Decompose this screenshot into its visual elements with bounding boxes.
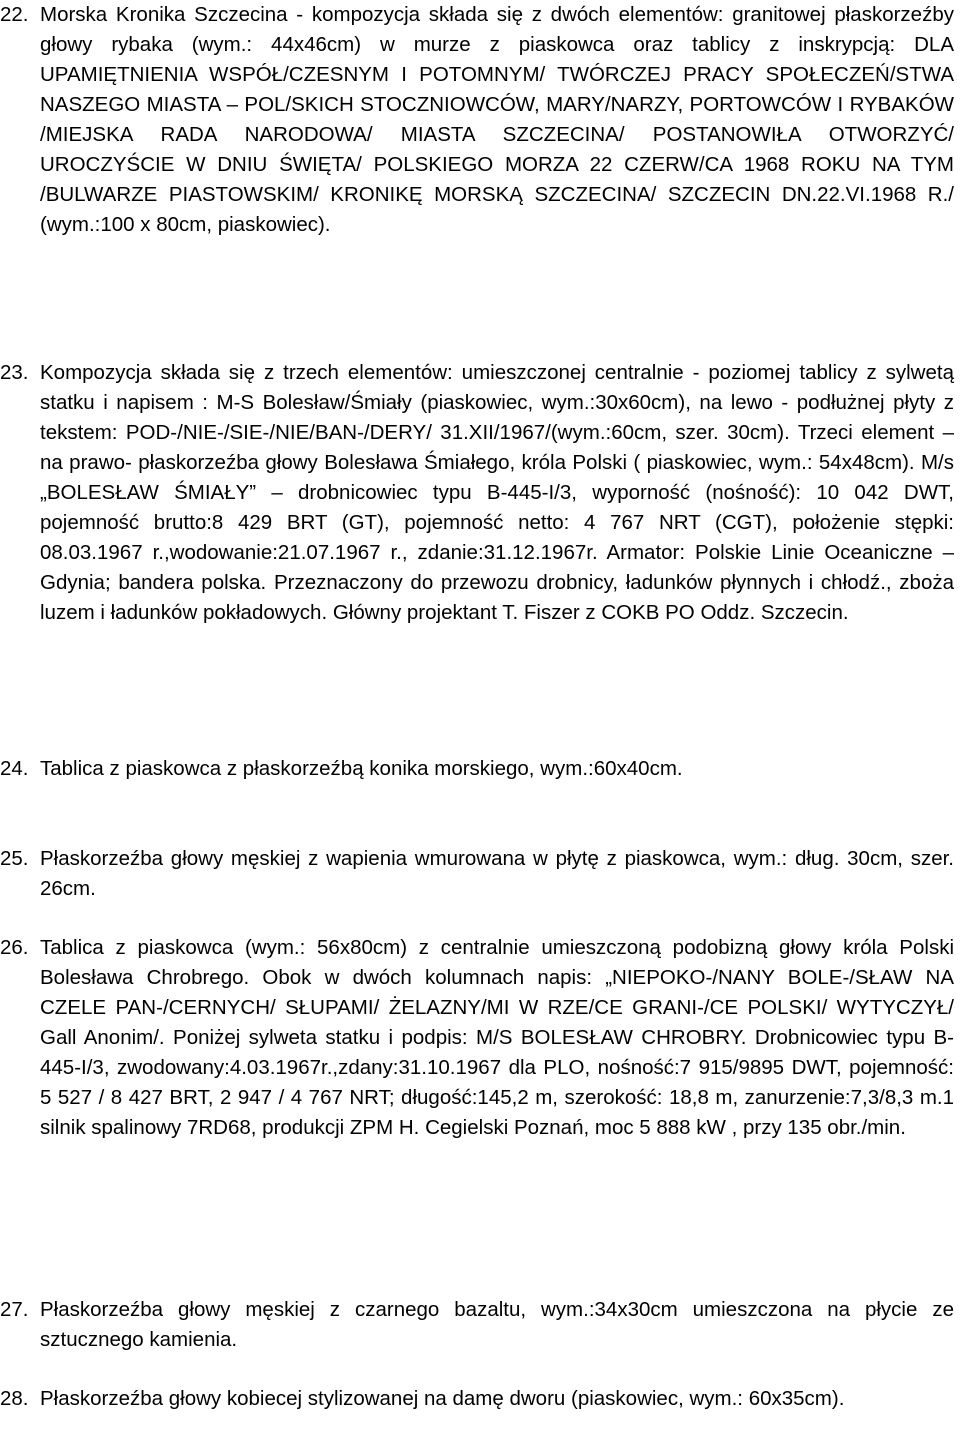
item-text: Tablica z piaskowca z płaskorzeźbą konika morskiego, wym.:60x40cm.: [40, 757, 683, 780]
item-text: Płaskorzeźba głowy męskiej z wapienia wmurowana w płytę z piaskowca, wym.: dług. 30cm, szer. 26cm.: [40, 847, 954, 900]
item-number: 25.: [0, 847, 29, 870]
item-text: Tablica z piaskowca (wym.: 56x80cm) z centralnie umieszczoną podobizną głowy króla Polski Bolesława Chrobrego. Obok w dwóch kolumnach napis: „NIEPOKO-/NANY BOLE-/SŁAW NA CZELE PAN-/CERNYCH/ SŁUPAMI/ ŻELAZNY/MI W RZE/CE GRANI-/CE POLSKI/ WYTYCZYŁ/ Gall Anonim/. Poniżej sylweta statku i podpis: M/S BOLESŁAW CHROBRY. Drobnicowiec typu B-445-I/3, zwodowany:4.03.1967r.,zdany:31.10.1967 dla PLO, nośność:7 915/9895 DWT, pojemność: 5 527 / 8 427 BRT, 2 947 / 4 767 NRT; długość:145,2 m, szerokość: 18,8 m, zanurzenie:7,3/8,3 m.1 silnik spalinowy 7RD68, produkcji ZPM H. Cegielski Poznań, moc 5 888 kW , przy 135 obr./min.: [40, 936, 954, 1139]
item-number: 28.: [0, 1387, 29, 1410]
item-text: Morska Kronika Szczecina - kompozycja składa się z dwóch elementów: granitowej płaskorzeźby głowy rybaka (wym.: 44x46cm) w murze z piaskowca oraz tablicy z inskrypcją: DLA UPAMIĘTNIENIA WSPÓŁ/CZESNYM I POTOMNYM/ TWÓRCZEJ PRACY SPOŁECZEŃ/STWA NASZEGO MIASTA – POL/SKICH STOCZNIOWCÓW, MARY/NARZY, PORTOWCÓW I RYBAKÓW /MIEJSKA RADA NARODOWA/ MIASTA SZCZECINA/ POSTANOWIŁA OTWORZYĆ/ UROCZYŚCIE W DNIU ŚWIĘTA/ POLSKIEGO MORZA 22 CZERW/CA 1968 ROKU NA TYM /BULWARZE PIASTOWSKIM/ KRONIKĘ MORSKĄ SZCZECINA/ SZCZECIN DN.22.VI.1968 R./ (wym.:100 x 80cm, piaskowiec).: [40, 3, 954, 236]
item-number: 22.: [0, 3, 29, 26]
item-number: 23.: [0, 361, 29, 384]
item-number: 26.: [0, 936, 29, 959]
item-number: 24.: [0, 757, 29, 780]
item-number: 27.: [0, 1298, 29, 1321]
item-text: Płaskorzeźba głowy męskiej z czarnego bazaltu, wym.:34x30cm umieszczona na płycie ze sztucznego kamienia.: [40, 1298, 954, 1351]
item-text: Płaskorzeźba głowy kobiecej stylizowanej na damę dworu (piaskowiec, wym.: 60x35cm).: [40, 1387, 845, 1410]
item-text: Kompozycja składa się z trzech elementów: umieszczonej centralnie - poziomej tablicy z sylwetą statku i napisem : M-S Bolesław/Śmiały (piaskowiec, wym.:30x60cm), na lewo - podłużnej płyty z tekstem: POD-/NIE-/SIE-/NIE/BAN-/DERY/ 31.XII/1967/(wym.:60cm, szer. 30cm). Trzeci element – na prawo- płaskorzeźba głowy Bolesława Śmiałego, króla Polski ( piaskowiec, wym.: 54x48cm). M/s „BOLESŁAW ŚMIAŁY” – drobnicowiec typu B-445-I/3, wyporność (nośność): 10 042 DWT, pojemność brutto:8 429 BRT (GT), pojemność netto: 4 767 NRT (CGT), położenie stępki: 08.03.1967 r.,wodowanie:21.07.1967 r., zdanie:31.12.1967r. Armator: Polskie Linie Oceaniczne – Gdynia; bandera polska. Przeznaczony do przewozu drobnicy, ładunków płynnych i chłodź., zboża luzem i ładunków pokładowych. Główny projektant T. Fiszer z COKB PO Oddz. Szczecin.: [40, 361, 954, 624]
